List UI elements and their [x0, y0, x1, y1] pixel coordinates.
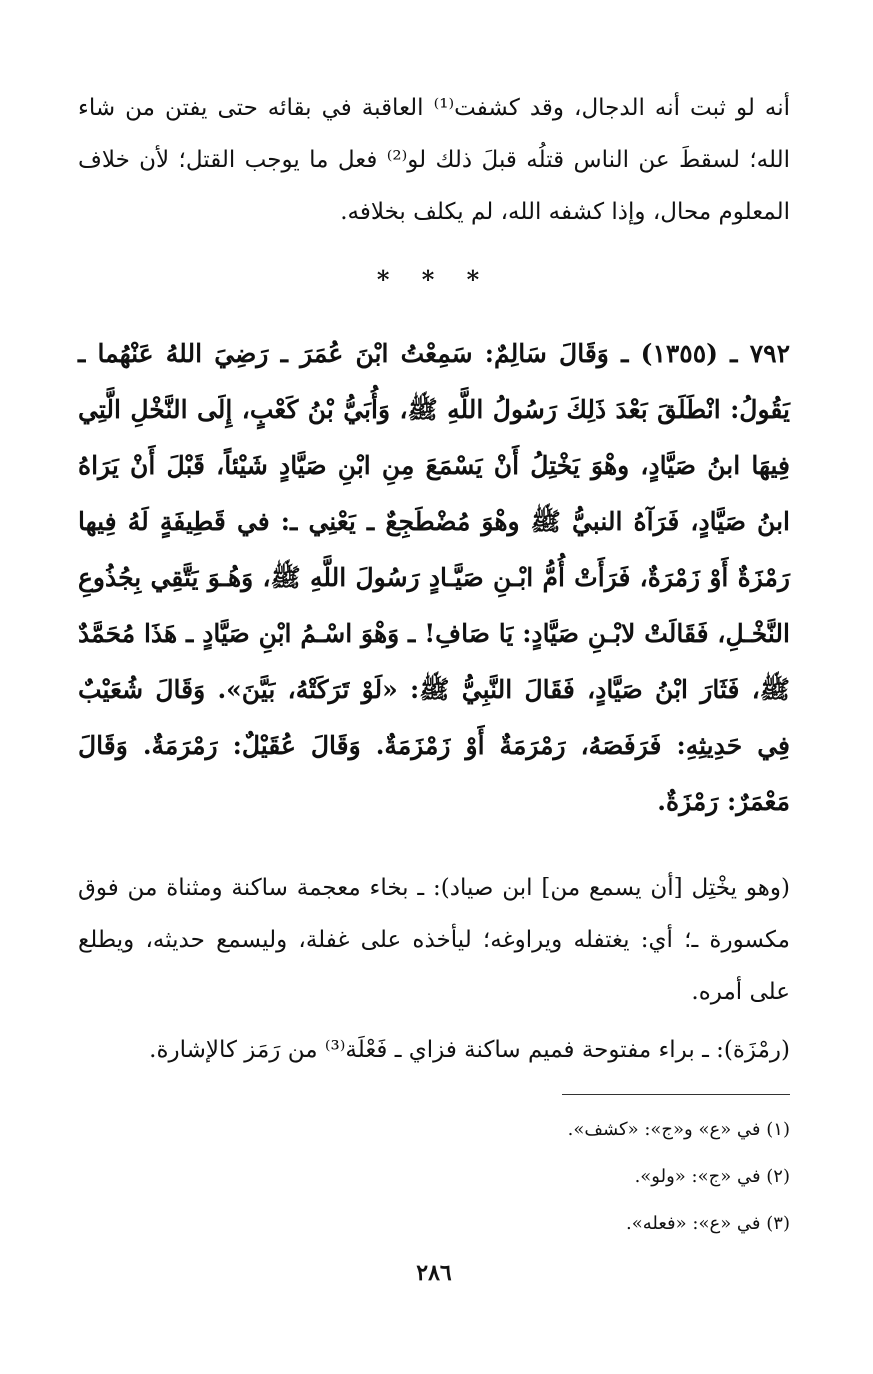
footnote: (٢) في «ج»: «ولو». — [634, 1166, 790, 1187]
book-page — [78, 82, 790, 1302]
intro-paragraph: أنه لو ثبت أنه الدجال، وقد كشفت⁽¹⁾ العاقبة في بقائه حتى يفتن من شاء الله؛ لسقطَ عن الناس قتلُه قبلَ ذلك لو⁽²⁾ فعل ما يوجب القتل؛ لأن خلاف المعلوم محال، وإذا كشفه الله، لم يكلف بخلافه. — [78, 95, 790, 225]
page-number: ٢٨٦ — [416, 1260, 452, 1286]
footnote-divider — [562, 1094, 790, 1095]
footnotes — [78, 1106, 790, 1247]
commentary-paragraph: (رمْزَة): ـ براء مفتوحة فميم ساكنة فزاي ـ فَعْلَة⁽³⁾ من رَمَز كالإشارة. — [149, 1037, 790, 1063]
hadith-text: ٧٩٢ ـ (١٣٥٥) ـ وَقَالَ سَالِمٌ: سَمِعْتُ ابْنَ عُمَرَ ـ رَضِيَ اللهُ عَنْهُما ـ يَقُولُ: انْطَلَقَ بَعْدَ ذَلِكَ رَسُولُ اللَّهِ ﷺ، وَأُبَيُّ بْنُ كَعْبٍ، إِلَى النَّخْلِ الَّتِي فِيهَا ابنُ صَيَّادٍ، وهْوَ يَخْتِلُ أَنْ يَسْمَعَ مِنِ ابْنِ صَيَّادٍ شَيْئاً، قَبْلَ أَنْ يَرَاهُ ابنُ صَيَّادٍ، فَرَآهُ النبيُّ ﷺ وهْوَ مُضْطَجِعٌ ـ يَعْنِي ـ: في قَطِيفَةٍ لَهُ فِيها رَمْزَةٌ أَوْ زَمْرَةٌ، فَرَأَتْ أُمُّ ابْـنِ صَيَّـادٍ رَسُولَ اللَّهِ ﷺ، وَهُـوَ يَتَّقِي بِجُذُوعِ النَّخْـلِ، فَقَالَتْ لابْـنِ صَيَّادٍ: يَا صَافِ! ـ وَهْوَ اسْـمُ ابْنِ صَيَّادٍ ـ هَذَا مُحَمَّدٌ ﷺ، فَثَارَ ابْنُ صَيَّادٍ، فَقَالَ النَّبِيُّ ﷺ: «لَوْ تَرَكَتْهُ، بَيَّنَ». وَقَالَ شُعَيْبٌ فِي حَدِيثِهِ: فَرَفَصَهُ، رَمْرَمَةٌ أَوْ زَمْزَمَةٌ. وَقَالَ عُقَيْلٌ: رَمْرَمَةٌ. وَقَالَ مَعْمَرٌ: رَمْزَةٌ. — [78, 339, 791, 816]
section-separator: * * * — [376, 265, 492, 294]
footnote: (٣) في «ع»: «فعله». — [626, 1213, 790, 1234]
commentary-paragraph: (وهو يخْتِل [أن يسمع من] ابن صياد): ـ بخاء معجمة ساكنة ومثناة من فوق مكسورة ـ؛ أي: يغتفله ويراوغه؛ ليأخذه على غفلة، وليسمع حديثه، ويطلع على أمره. — [78, 875, 790, 1005]
commentary-section — [78, 862, 790, 1076]
footnote: (١) في «ع» و«ج»: «كشف». — [567, 1119, 790, 1140]
